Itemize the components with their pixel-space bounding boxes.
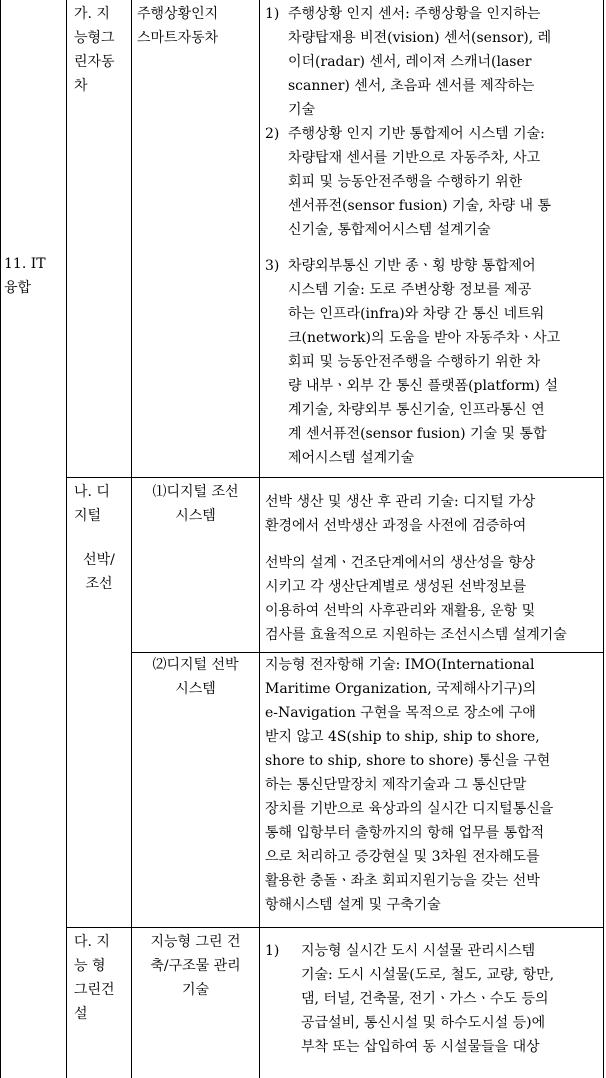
paragraph-line: 선박의 설계ㆍ건조단계에서의 생산성을 향상: [265, 555, 536, 571]
row-divider-na-da: [66, 927, 604, 928]
numbered-paragraph-da-1: [265, 939, 600, 1059]
section-label-ga: [74, 2, 115, 98]
section-label-line: 그린건: [74, 982, 115, 998]
paragraph-line: 량 내부ㆍ외부 간 통신 플랫폼(platform) 설: [288, 378, 558, 394]
ship-system-paragraph: [265, 653, 553, 917]
item-label-line: 시스템: [175, 681, 216, 697]
paragraph-number: 1): [265, 943, 280, 959]
item-label-green-building: [132, 930, 259, 1002]
item-label-digital-shipbuilding: [132, 480, 259, 528]
paragraph-line: 시스템 기술: 도로 주변상황 정보를 제공: [288, 282, 532, 298]
item-label-line: 축/구조물 관리: [150, 958, 241, 974]
paragraph-line: 이더(radar) 센서, 레이져 스캐너(laser: [288, 54, 532, 70]
section-label-line: 가. 지: [74, 6, 110, 22]
paragraph-line: e-Navigation 구현을 목적으로 장소에 구애: [265, 705, 536, 721]
section-label-line: 린자동: [74, 54, 115, 70]
paragraph-line: 계기술, 차량외부 통신기술, 인프라통신 연: [288, 402, 545, 418]
numbered-paragraph-3: [265, 254, 600, 470]
paragraph-line: Maritime Organization, 국제해사기구)의: [265, 681, 537, 697]
section-label-na: [74, 480, 110, 528]
paragraph-line: 환경에서 선박생산 과정을 사전에 검증하여: [265, 518, 527, 534]
paragraph-line: 으로 처리하고 증강현실 및 3차원 전자해도를: [265, 849, 540, 865]
paragraph-line: 항해시스템 설계 및 구축기술: [265, 897, 441, 913]
item-label-line: 지능형 그린 건: [150, 934, 241, 950]
paragraph-line: 지능형 실시간 도시 시설물 관리시스템: [301, 943, 536, 959]
item-label-line: ⑴디지털 조선: [152, 484, 239, 500]
paragraph-line: 차량외부통신 기반 종ㆍ횡 방향 통합제어: [288, 258, 536, 274]
paragraph-line: 부착 또는 삽입하여 동 시설물들을 대상: [301, 1039, 540, 1055]
paragraph-line: 주행상황 인지 기반 통합제어 시스템 기술:: [288, 126, 545, 142]
paragraph-line: 활용한 충돌ㆍ좌초 회피지원기능을 갖는 선박: [265, 873, 540, 889]
item-label-line: 주행상황인지: [137, 6, 219, 22]
paragraph-line: 차량탑재용 비젼(vision) 센서(sensor), 레: [288, 30, 552, 46]
paragraph-line: 주행상황 인지 센서: 주행상황을 인지하는: [288, 6, 541, 22]
paragraph-line: 크(network)의 도움을 받아 자동주차ㆍ사고: [288, 330, 561, 346]
category-line: 융합: [4, 280, 32, 296]
paragraph-line: 센서퓨전(sensor fusion) 기술, 차량 내 통: [288, 198, 551, 214]
paragraph-line: 회피 및 능동안전주행을 수행하기 위한: [288, 174, 523, 190]
row-divider-ga-na: [66, 477, 604, 478]
paragraph-line: 신기술, 통합제어시스템 설계기술: [288, 222, 491, 238]
paragraph-line: 댐, 터널, 건축물, 전기ㆍ가스ㆍ수도 등의: [301, 991, 549, 1007]
section-label-line: 능 형: [74, 958, 106, 974]
paragraph-line: 기술: 도시 시설물(도로, 철도, 교량, 항만,: [301, 967, 555, 983]
table-border-right: [603, 0, 604, 1078]
section-label-da: [74, 930, 115, 1026]
section-label-line: 선박/: [83, 552, 115, 568]
paragraph-line: 기술: [288, 102, 316, 118]
shipbuilding-paragraph-1: [265, 490, 535, 538]
shipbuilding-paragraph-2: [265, 551, 567, 647]
paragraph-line: 공급설비, 통신시설 및 하수도시설 등)에: [301, 1015, 546, 1031]
paragraph-line: 검사를 효율적으로 지원하는 조선시스템 설계기술: [265, 627, 567, 643]
category-label: [4, 252, 46, 300]
paragraph-number: 3): [265, 258, 280, 274]
item-label-line: 기술: [181, 982, 210, 998]
section-label-line: 나. 디: [74, 484, 110, 500]
column-divider-1: [66, 0, 67, 1078]
paragraph-line: 받지 않고 4S(ship to ship, ship to shore,: [265, 729, 540, 745]
paragraph-line: 지능형 전자항해 기술: IMO(International: [265, 657, 535, 673]
item-label-line: 스마트자동차: [137, 30, 219, 46]
paragraph-line: 제어시스템 설계기술: [288, 450, 415, 466]
paragraph-line: 시키고 각 생산단계별로 생성된 선박정보를: [265, 579, 527, 595]
paragraph-line: 이용하여 선박의 사후관리와 재활용, 운항 및: [265, 603, 536, 619]
numbered-paragraph-1: [265, 2, 600, 122]
paragraph-line: 계 센서퓨전(sensor fusion) 기술 및 통합: [288, 426, 547, 442]
paragraph-number: 2): [265, 126, 280, 142]
paragraph-line: 회피 및 능동안전주행을 수행하기 위한 차: [288, 354, 541, 370]
numbered-paragraph-2: [265, 122, 600, 242]
item-label-line: ⑵디지털 선박: [152, 657, 239, 673]
section-label-line: 지털: [74, 508, 102, 524]
paragraph-line: shore to ship, shore to shore) 통신을 구현: [265, 753, 551, 769]
paragraph-number: 1): [265, 6, 280, 22]
section-label-na-sub: [67, 548, 131, 596]
item-label-digital-ship-system: [132, 653, 259, 701]
section-label-line: 능형그: [74, 30, 115, 46]
paragraph-line: scanner) 센서, 초음파 센서를 제작하는: [288, 78, 535, 94]
paragraph-line: 선박 생산 및 생산 후 관리 기술: 디지털 가상: [265, 494, 536, 510]
paragraph-line: 하는 통신단말장치 제작기술과 그 통신단말: [265, 777, 527, 793]
table-border-left: [0, 0, 1, 1078]
section-label-line: 설: [74, 1006, 88, 1022]
category-line: 11. IT: [4, 256, 46, 272]
section-label-line: 조선: [85, 576, 113, 592]
paragraph-line: 하는 인프라(infra)와 차량 간 통신 네트워: [288, 306, 545, 322]
paragraph-line: 통해 입항부터 출항까지의 항해 업무를 통합적: [265, 825, 545, 841]
paragraph-line: 차량탑재 센서를 기반으로 자동주차, 사고: [288, 150, 541, 166]
paragraph-line: 장치를 기반으로 육상과의 실시간 디지털통신을: [265, 801, 554, 817]
column-divider-3: [259, 0, 260, 1078]
item-label-line: 시스템: [175, 508, 216, 524]
item-label-smart-car: [137, 2, 218, 50]
section-label-line: 차: [74, 78, 88, 94]
column-divider-2: [131, 0, 132, 1078]
section-label-line: 다. 지: [74, 934, 110, 950]
